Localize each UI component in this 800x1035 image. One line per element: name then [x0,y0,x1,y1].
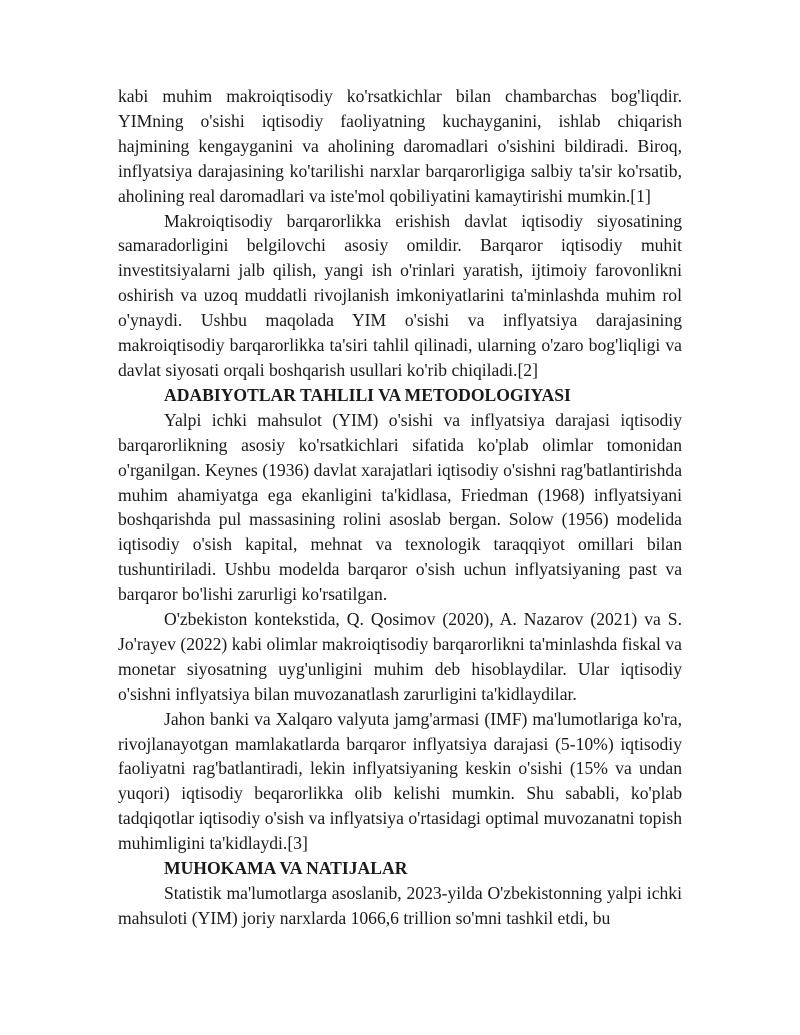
paragraph-statistics: Statistik ma'lumotlarga asoslanib, 2023-yilda O'zbekistonning yalpi ichki mahsuloti (YIM) joriy narxlarda 1066,6 trillion so'mni tashkil etdi, bu [118,883,682,928]
section-heading-discussion: MUHOKAMA VA NATIJALAR [164,858,408,879]
paragraph-intro-continuation: kabi muhim makroiqtisodiy ko'rsatkichlar bilan chambarchas bog'liqdir. YIMning o'sishi iqtisodiy faoliyatning kuchayganini, ishlab chiqarish hajmining kengayganini va aholining daromadlari o'sishini bildiradi. Biroq, inflyatsiya darajasining ko'tarilishi narxlar barqarorligiga salbiy ta'sir ko'rsatib, aholining real daromadlari va iste'mol qobiliyatini kamaytirishi mumkin.[1] [118,86,682,206]
section-heading-literature: ADABIYOTLAR TAHLILI VA METODOLOGIYASI [164,384,571,405]
paragraph-uzbekistan-context: O'zbekiston kontekstida, Q. Qosimov (2020), A. Nazarov (2021) va S. Jo'rayev (2022) kabi olimlar makroiqtisodiy barqarorlikni ta'minlashda fiskal va monetar siyosatning uyg'unligini muhim deb hisoblaydilar. Ular iqtisodiy o'sishni inflyatsiya bilan muvozanatlash zarurligini ta'kidlaydilar. [118,609,682,704]
paragraph-world-bank-imf: Jahon banki va Xalqaro valyuta jamg'armasi (IMF) ma'lumotlariga ko'ra, rivojlanayotgan mamlakatlarda barqaror inflyatsiya darajasi (5-10%) iqtisodiy faoliyatni rag'batlantiradi, lekin inflyatsiyaning keskin o'sishi (15% va undan yuqori) iqtisodiy beqarorlikka olib kelishi mumkin. Shu sababli, ko'plab tadqiqotlar iqtisodiy o'sish va inflyatsiya o'rtasidagi optimal muvozanatni topish muhimligini ta'kidlaydi.[3] [118,708,682,854]
paragraph-macro-stability: Makroiqtisodiy barqarorlikka erishish davlat iqtisodiy siyosatining samaradorligini belgilovchi asosiy omildir. Barqaror iqtisodiy muhit investitsiyalarni jalb qilish, yangi ish o'rinlari yaratish, ijtimoiy farovonlikni oshirish va uzoq muddatli rivojlanish imkoniyatlarini ta'minlashda muhim rol o'ynaydi. Ushbu maqolada YIM o'sishi va inflyatsiya darajasining makroiqtisodiy barqarorlikka ta'siri tahlil qilinadi, ularning o'zaro bog'liqligi va davlat siyosati orqali boshqarish usullari ko'rib chiqiladi.[2] [118,210,682,380]
paragraph-literature-review: Yalpi ichki mahsulot (YIM) o'sishi va inflyatsiya darajasi iqtisodiy barqarorlikning asosiy ko'rsatkichlari sifatida ko'plab olimlar tomonidan o'rganilgan. Keynes (1936) davlat xarajatlari iqtisodiy o'sishni rag'batlantirishda muhim ahamiyatga ega ekanligini ta'kidlasa, Friedman (1968) inflyatsiyani boshqarishda pul massasining rolini asoslab bergan. Solow (1956) modelida iqtisodiy o'sish kapital, mehnat va texnologik taraqqiyot omillari bilan tushuntiriladi. Ushbu modelda barqaror o'sish uchun inflyatsiyaning past va barqaror bo'lishi zarurligi ko'rsatilgan. [118,409,682,605]
